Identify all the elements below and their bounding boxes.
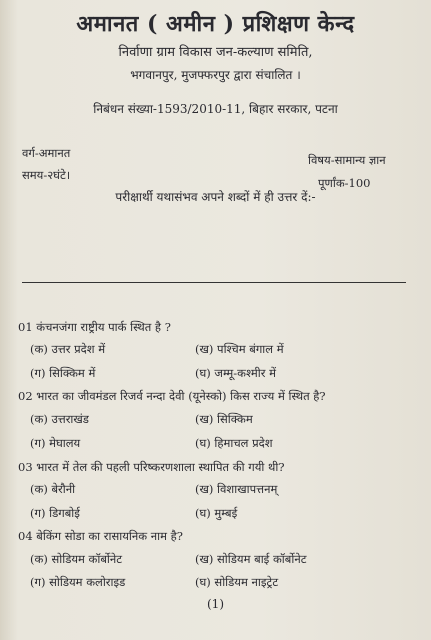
question-3: 03 भारत में तेल की पहली परिष्करणशाला स्थापित की गयी थी? (18, 460, 285, 474)
q2-option-d: (घ) हिमाचल प्रदेश (195, 436, 273, 450)
divider-line (22, 282, 406, 283)
q2-option-b: (ख) सिक्किम (195, 412, 253, 426)
q3-option-b: (ख) विशाखापत्तनम् (195, 482, 278, 496)
q2-option-a: (क) उत्तराखंड (30, 412, 89, 426)
full-marks-label: पूर्णांक-100 (318, 176, 371, 190)
subject-label: विषय-सामान्य ज्ञान (308, 153, 386, 167)
q1-option-a: (क) उत्तर प्रदेश में (30, 342, 106, 356)
question-1: 01 कंचनजंगा राष्ट्रीय पार्क स्थित है ? (18, 320, 171, 334)
location-line: भगवानपुर, मुजफ्फरपुर द्वारा संचालित । (130, 68, 301, 82)
q3-option-a: (क) बेरौनी (30, 482, 76, 496)
q1-option-b: (ख) पश्चिम बंगाल में (195, 342, 284, 356)
instruction-line: परीक्षार्थी यथासंभव अपने शब्दों में ही उत्तर दें:- (115, 190, 316, 204)
centre-title: अमानत ( अमीन ) प्रशिक्षण केन्द (76, 11, 355, 37)
time-label: समय-२घंटे। (22, 168, 71, 182)
q4-option-a: (क) सोडियम कॉर्बोनेट (30, 552, 123, 566)
registration-line: निबंधन संख्या-1593/2010-11, बिहार सरकार, पटना (93, 102, 338, 116)
q3-option-d: (घ) मुम्बई (195, 506, 238, 520)
q1-option-c: (ग) सिक्किम में (30, 366, 96, 380)
q3-option-c: (ग) डिगबोई (30, 506, 80, 520)
q1-option-d: (घ) जम्मू-कश्मीर में (195, 366, 276, 380)
q4-option-d: (घ) सोडियम नाइट्रेट (195, 575, 279, 589)
organisation-line: निर्वाणा ग्राम विकास जन-कल्याण समिति, (118, 45, 313, 60)
q2-option-c: (ग) मेघालय (30, 436, 81, 450)
q4-option-c: (ग) सोडियम कलोराइड (30, 575, 126, 589)
page-number: (1) (207, 597, 224, 611)
question-2: 02 भारत का जीवमंडल रिजर्व नन्दा देवी (यूनेस्को) किस राज्य में स्थित है? (18, 389, 326, 403)
class-label: वर्ग-अमानत (22, 146, 71, 160)
question-4: 04 बेकिंग सोडा का रासायनिक नाम है? (18, 529, 183, 543)
q4-option-b: (ख) सोडियम बाई कॉर्बोनेट (195, 552, 307, 566)
